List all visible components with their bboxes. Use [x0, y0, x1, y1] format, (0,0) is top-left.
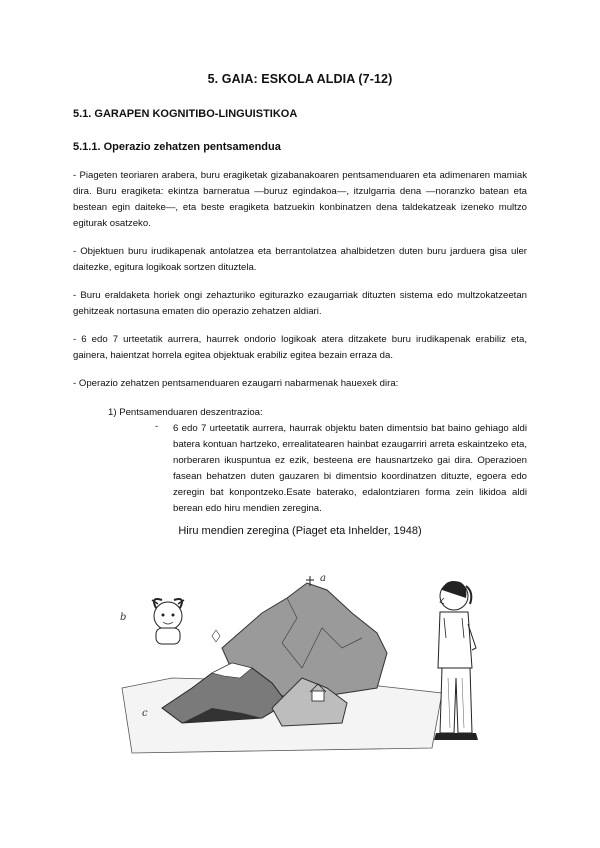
paragraph-5: - Operazio zehatzen pentsamenduaren ezaugarri nabarmenak hauexek dira:: [73, 378, 399, 389]
page-title: 5. GAIA: ESKOLA ALDIA (7-12): [207, 72, 393, 86]
paragraph-1: - Piageten teoriaren arabera, buru eragiketak gizabanakoaren pentsamenduaren eta adimenaren mamiak dira. Buru eragiketa: ekintza barneratua —buruz egindakoa—, itzulgarria dena —noranzko batean eta bestean egin daiteke—, eta beste eragiketa batzuekin konbinatzen dena taldekatzeak izeneko multzo egiturak osatzeko.: [73, 170, 527, 229]
label-a: a: [320, 573, 326, 584]
paragraph-4: - 6 edo 7 urteetatik aurrera, haurrek ondorio logikoak atera ditzakete buru irudikapenak erabiliz eta, gainera, haientzat horrela egitea objektuak erabiliz egitea bezain erraza da.: [73, 334, 527, 361]
figure-caption: Hiru mendien zeregina (Piaget eta Inhelder, 1948): [178, 525, 422, 537]
section-heading: 5.1. GARAPEN KOGNITIBO-LINGUISTIKOA: [73, 108, 298, 120]
three-mountains-illustration: [112, 568, 492, 758]
list-item-text: 6 edo 7 urteetatik aurrera, haurrak objektu baten dimentsio bat baino gehiago aldi batera kontuan hartzeko, errealitatearen hainbat ezaugarriri arreta eskaintzeko eta, norberaren ikuspuntua ez ezik, besteena ere hausnartzeko gai dira. Operazioen fasean behatzen duten gauzaren bi dimentsio koordinatzen dituzte, egoera edo zeregin bat konpontzeko.Esate baterako, edalontziaren forma zein likidoa aldi berean edo hiru mendien zeregina.: [173, 423, 527, 514]
paragraph-3: - Buru eraldaketa horiek ongi zehazturiko egiturazko ezaugarriak dituzten sistema edo multzokatzeetan gehitzeak nortasuna ematen dio operazio zehatzen aldiari.: [73, 290, 527, 317]
list-bullet: -: [155, 421, 159, 432]
list-heading: 1) Pentsamenduaren deszentrazioa:: [108, 407, 263, 418]
label-b: b: [120, 612, 127, 623]
paragraph-2: - Objektuen buru irudikapenak antolatzea eta berrantolatzea ahalbidetzen duten buru jarduera gisa uler daitezke, egitura logikoak sortzen dituztela.: [73, 246, 527, 273]
label-c: c: [142, 708, 148, 719]
subsection-heading: 5.1.1. Operazio zehatzen pentsamendua: [73, 141, 281, 153]
house-icon: [312, 691, 324, 701]
